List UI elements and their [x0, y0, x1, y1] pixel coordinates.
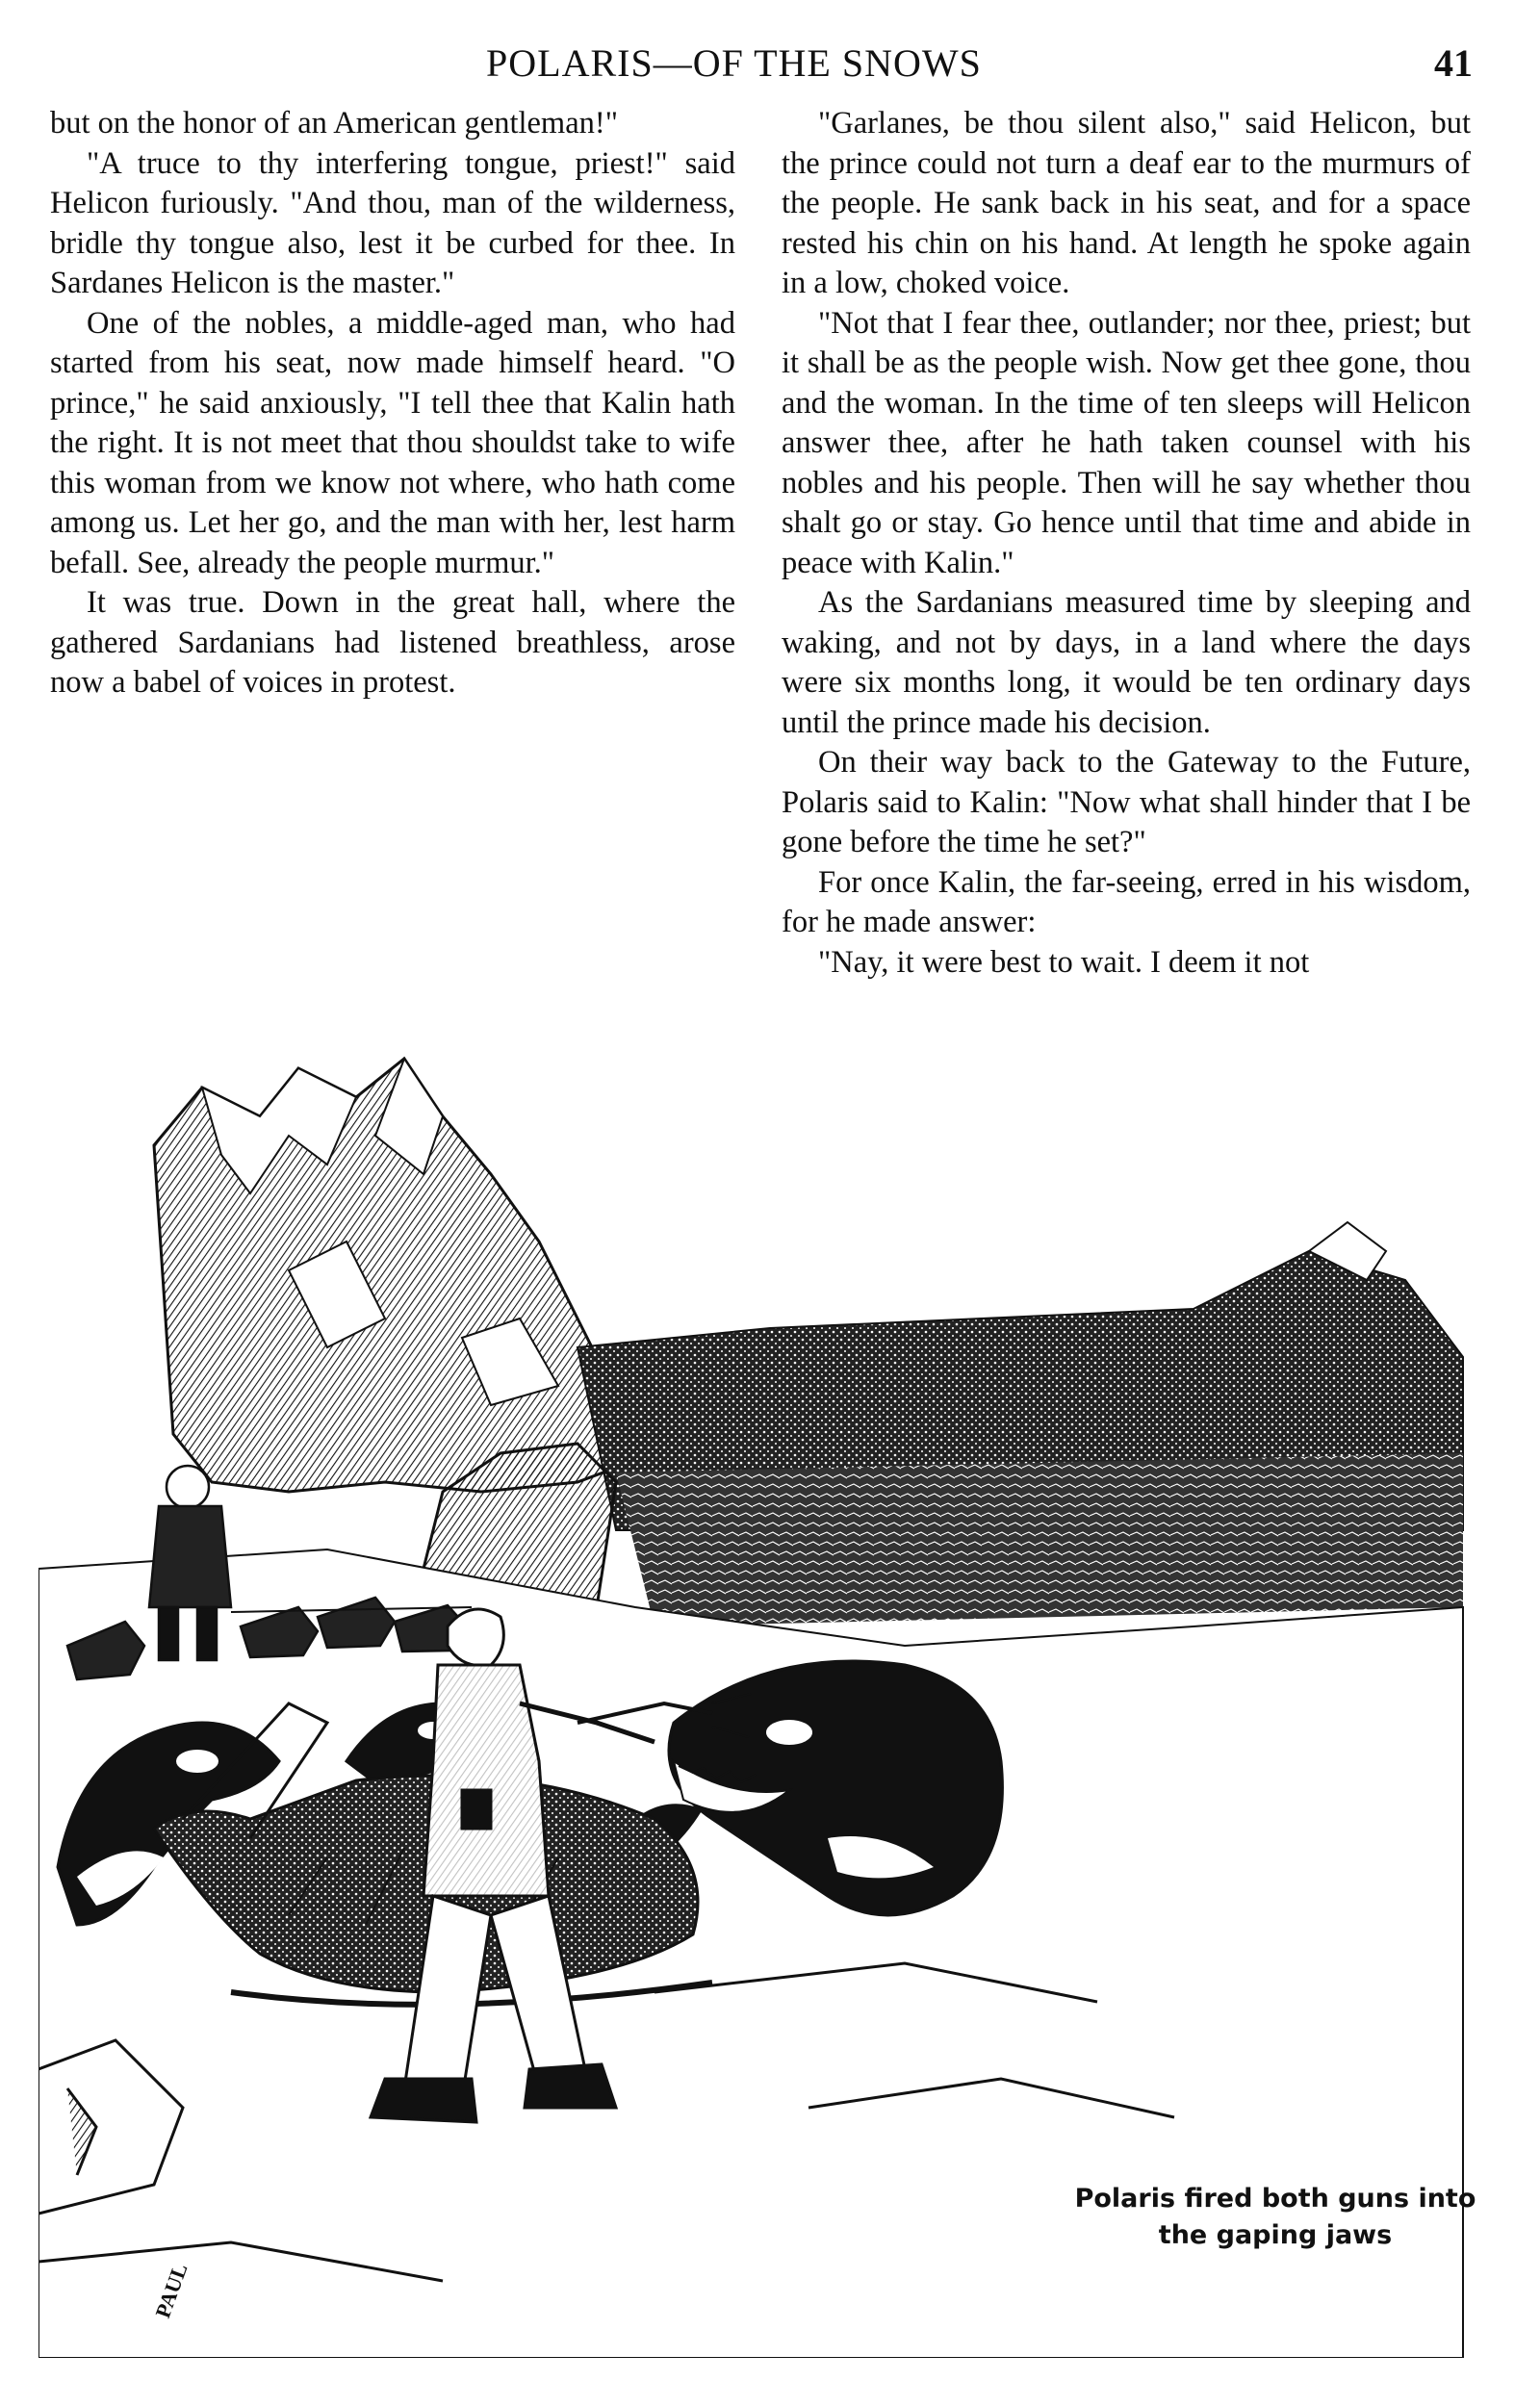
caption-line: the gaping jaws [1158, 2220, 1393, 2250]
right-column [782, 104, 1471, 983]
ice-field [578, 1222, 1463, 1626]
paragraph: "Nay, it were best to wait. I deem it not [818, 944, 1310, 980]
paragraph: "Not that I fear thee, outlander; nor thee, priest; but it shall be as the people wish. Now get thee gone, thou and the woman. In the time of ten sleeps will Helicon answer thee, after he hath taken counsel with his nobles and his people. Then will he say whether thou shalt go or stay. Go hence until that time and abide in peace with Kalin." [782, 305, 1471, 580]
paragraph: "Garlanes, be thou silent also," said Helicon, but the prince could not turn a deaf ear to the murmurs of the people. He sank back in his seat, and for a space rested his chin on his hand. At length he spoke again in a low, choked voice. [782, 106, 1471, 300]
paragraph: For once Kalin, the far-seeing, erred in his wisdom, for he made answer: [782, 864, 1471, 939]
page-number: 41 [1434, 41, 1473, 85]
paragraph: One of the nobles, a middle-aged man, who had started from his seat, now made himself heard. "O prince," he said anxiously, "I tell thee that Kalin hath the right. It is not meet that thou shouldst take to wife this woman from we know not where, who hath come among us. Let her go, and the man with her, lest harm befall. See, already the people murmur." [50, 305, 735, 580]
illustration-caption [1040, 2181, 1511, 2254]
paragraph: As the Sardanians measured time by sleeping and waking, and not by days, in a land where the days were six months long, it would be ten ordinary days until the prince made his decision. [782, 585, 1471, 740]
page-header [0, 40, 1540, 94]
running-title: POLARIS—OF THE SNOWS [486, 41, 982, 85]
paragraph: On their way back to the Gateway to the Future, Polaris said to Kalin: "Now what shall hinder that I be gone before the time he set?" [782, 745, 1471, 859]
arctic-illustration [38, 1030, 1502, 2358]
left-column [50, 104, 735, 704]
paragraph: but on the honor of an American gentleman!" [50, 106, 618, 141]
mountain-peak [154, 1059, 654, 1492]
paragraph: It was true. Down in the great hall, where the gathered Sardanians had listened breathless, arose now a babel of voices in protest. [50, 585, 735, 700]
caption-line: Polaris fired both guns into [1074, 2184, 1476, 2214]
artist-signature: PAUL [150, 2260, 192, 2321]
paragraph: "A truce to thy interfering tongue, priest!" said Helicon furiously. "And thou, man of the wilderness, bridle thy tongue also, lest it be curbed for thee. In Sardanes Helicon is the master." [50, 145, 735, 300]
